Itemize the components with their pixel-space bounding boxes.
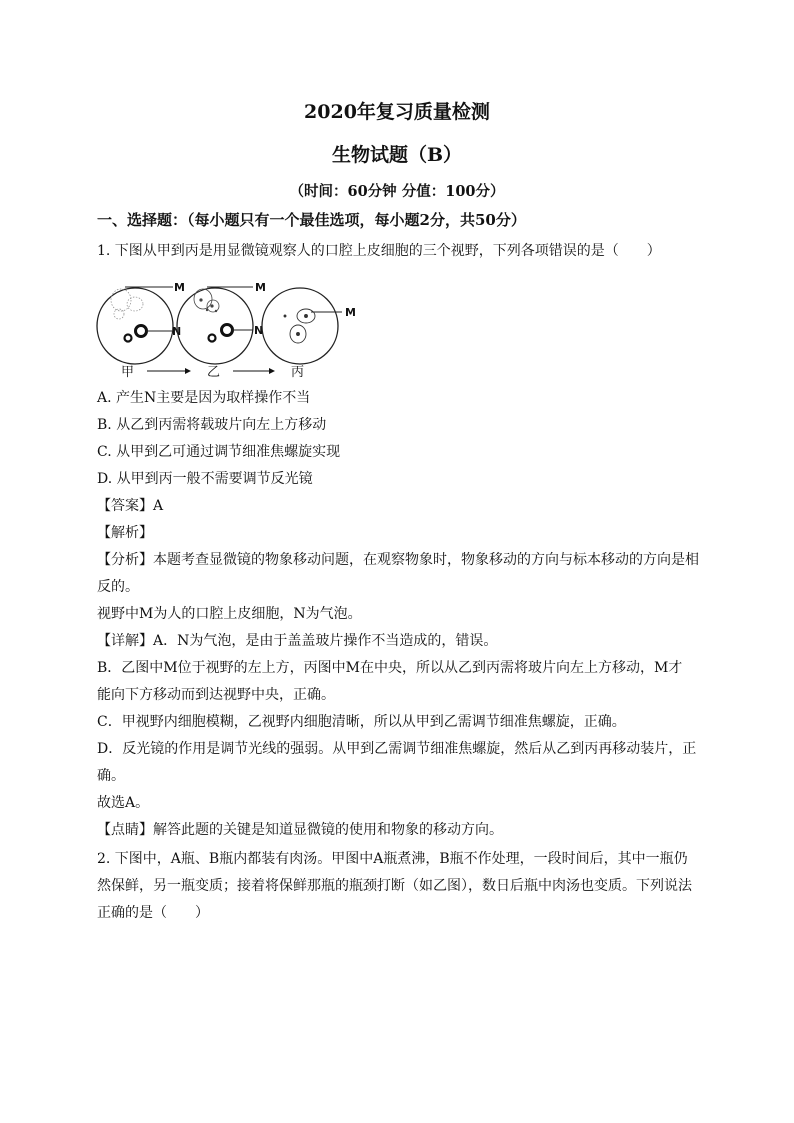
exam-subtitle: 生物试题（B） [331,144,463,166]
view-jia-bubble-small [125,335,132,342]
q1-analysis-line: 【详解】A．N为气泡，是由于盖盖玻片操作不当造成的，错误。 [97,633,498,649]
arrow-jia-yi-head [185,368,191,374]
view-bing-m-label: M [345,306,356,319]
section-heading: 一、选择题：（每小题只有一个最佳选项，每小题2分，共50分） [97,211,526,229]
view-yi-bubble-large [222,325,233,336]
q1-analysis-line: 视野中M为人的口腔上皮细胞，N为气泡。 [97,606,362,622]
q1-analysis-line: 反的。 [97,579,139,595]
q1-analysis-line: 确。 [97,768,125,784]
q1-analysis-line: D．反光镜的作用是调节光线的强弱。从甲到乙需调节细准焦螺旋，然后从乙到丙再移动装片，正 [97,741,697,757]
view-label-yi: 乙 [207,365,221,380]
question-2-stem-line: 然保鲜，另一瓶变质；接着将保鲜那瓶的瓶颈打断（如乙图），数日后瓶中肉汤也变质。下列说法 [97,878,692,894]
view-yi-circle [177,288,253,364]
question-1-stem: 1. 下图从甲到丙是用显微镜观察人的口腔上皮细胞的三个视野，下列各项错误的是（ ） [97,243,661,259]
view-jia-n-label: N [172,325,182,338]
view-yi-n-label: N [254,324,264,337]
view-bing-cells [284,309,315,343]
exam-info: （时间：60分钟 分值：100分） [289,183,505,200]
microscope-views-figure [95,276,365,382]
exam-title: 2020年复习质量检测 [304,101,490,123]
q1-analysis-line: C．甲视野内细胞模糊，乙视野内细胞清晰，所以从甲到乙需调节细准焦螺旋，正确。 [97,714,626,730]
q1-option-c: C. 从甲到乙可通过调节细准焦螺旋实现 [97,444,341,460]
question-2-stem-line: 正确的是（ ） [97,905,209,921]
view-jia-bubble-large [136,326,147,337]
q1-analysis-line: 故选A。 [97,795,150,811]
q1-analysis-title: 【解析】 [97,525,153,541]
q1-analysis-line: B．乙图中M位于视野的左上方，丙图中M在中央，所以从乙到丙需将玻片向左上方移动，M才 [97,660,683,676]
view-yi-bubble-small [209,335,216,342]
q1-analysis-line: 能向下方移动而到达视野中央，正确。 [97,687,335,703]
view-jia-m-label: M [174,281,185,294]
arrow-yi-bing-head [269,368,275,374]
q1-option-a: A. 产生N主要是因为取样操作不当 [97,390,311,406]
question-2-stem-line: 2. 下图中，A瓶、B瓶内都装有肉汤。甲图中A瓶煮沸，B瓶不作处理，一段时间后，其中一瓶仍 [97,851,688,867]
q1-option-d: D. 从甲到丙一般不需要调节反光镜 [97,471,313,487]
view-bing-circle [262,288,338,364]
q1-analysis-line: 【点睛】解答此题的关键是知道显微镜的使用和物象的移动方向。 [97,822,503,838]
q1-analysis-line: 【分析】本题考查显微镜的物象移动问题，在观察物象时，物象移动的方向与标本移动的方向是相 [97,552,699,568]
q1-answer: 【答案】A [97,498,164,514]
view-label-bing: 丙 [291,365,305,380]
view-jia-circle [97,288,173,364]
q1-option-b: B. 从乙到丙需将载玻片向左上方移动 [97,417,327,433]
view-yi-m-label: M [255,281,266,294]
view-label-jia: 甲 [121,365,135,380]
microscope-views-svg [95,276,365,382]
